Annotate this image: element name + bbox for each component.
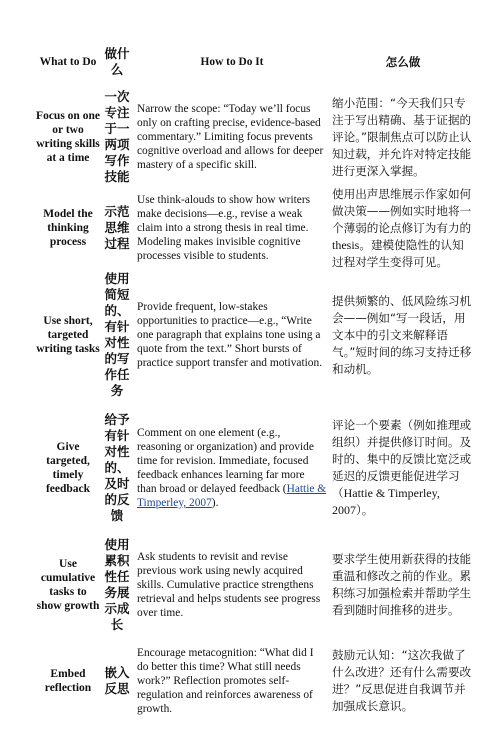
what-en: Use cumulative tasks to show growth (36, 558, 100, 612)
how-en: Use think-alouds to show how writers make decisions—e.g., revise a weak claim into a strong thesis in real time. Modeling makes invisible cognitive processes visible to students. (137, 194, 311, 262)
table-row (36, 271, 474, 399)
what-zh: 一次专注于一两项写作技能 (104, 89, 130, 184)
table-row (36, 89, 474, 185)
how-zh: 缩小范围：“今天我们只专注于写出精确、基于证据的评论。”限制焦点可以防止认知过载，并允许对特定技能进行更深入掌握。 (332, 95, 472, 178)
header-how-to-do-it: How to Do It (200, 56, 264, 68)
how-zh: 鼓励元认知：“这次我做了什么改进？还有什么需要改进？”反思促进自我调节并加强成长意识。 (332, 648, 472, 713)
how-zh (330, 399, 474, 537)
how-zh: 要求学生使用新获得的技能重温和修改之前的作业。累积练习加强检索并帮助学生看到随时间推移的进步。 (332, 552, 472, 617)
how-zh (330, 185, 474, 271)
what-en: Embed reflection (44, 668, 92, 694)
what-zh: 示范思维过程 (104, 204, 130, 251)
what-en: Focus on one or two writing skills at a time (36, 110, 100, 164)
how-en (134, 399, 330, 537)
what-zh: 给予有针对性的、及时的反馈 (104, 412, 130, 523)
how-en: Ask students to revisit and revise previous work using newly acquired skills. Cumulative practice strengthens retrieval and helps students see progress over time. (137, 551, 321, 619)
what-en: Use short, targeted writing tasks (36, 315, 100, 355)
how-zh-part-a: 使用出声思维展示作家如何做决策——例如实时地将一个薄弱的论点修订为有力的 (332, 186, 472, 235)
what-zh: 使用累积性任务展示成长 (104, 537, 130, 632)
table-row (36, 399, 474, 537)
table-row (36, 537, 474, 633)
how-en: Narrow the scope: “Today we’ll focus only on crafting precise, evidence-based commentary.” Limiting focus prevents cognitive overload and allows for deeper mastery of a specific skill. (137, 103, 324, 171)
table-row (36, 185, 474, 271)
what-zh: 嵌入反思 (104, 665, 130, 696)
how-en-text: Comment on one element (e.g., reasoning or organization) and provide time for revision. Immediate, focused feedback enhances learning far more than broad or delayed feedback ( (137, 427, 314, 495)
how-zh-part-b: 。建模使隐性的认知过程对学生变得可见。 (332, 237, 464, 269)
strategy-table (36, 35, 474, 729)
how-zh-english-term: thesis (332, 237, 360, 252)
header-what-to-do: What to Do (39, 56, 97, 68)
header-what-to-do-zh: 做什么 (104, 46, 130, 77)
how-zh-part-b: ）。 (356, 503, 374, 517)
table-row (36, 633, 474, 729)
how-zh: 提供频繁的、低风险练习机会——例如“写一段话，用文本中的引文来解释语气。”短时间的练习支持迁移和动机。 (332, 293, 472, 376)
how-en-end: ). (211, 497, 219, 509)
how-zh-citation: Hattie & Timperley, 2007 (332, 486, 440, 517)
how-en: Encourage metacognition: “What did I do better this time? What still needs work?” Reflection promotes self-regulation and reinforces awareness of growth. (137, 647, 314, 715)
header-how-to-do-it-zh: 怎么做 (385, 54, 421, 69)
what-en: Give targeted, timely feedback (45, 441, 91, 495)
citation-link[interactable]: Hattie & Timperley, 2007 (137, 483, 327, 509)
what-zh: 使用简短的、有针对性的写作任务 (104, 271, 130, 398)
how-en: Provide frequent, low-stakes opportunities to practice—e.g., “Write one paragraph that explains tone using a quote from the text.” Short bursts of practice support transfer and motivation. (137, 301, 323, 369)
table-header-row (36, 35, 474, 89)
how-zh-part-a: 评论一个要素（例如推理或组织）并提供修订时间。及时的、集中的反馈比宽泛或延迟的反馈更能促进学习（ (332, 418, 472, 500)
what-en: Model the thinking process (43, 208, 93, 248)
